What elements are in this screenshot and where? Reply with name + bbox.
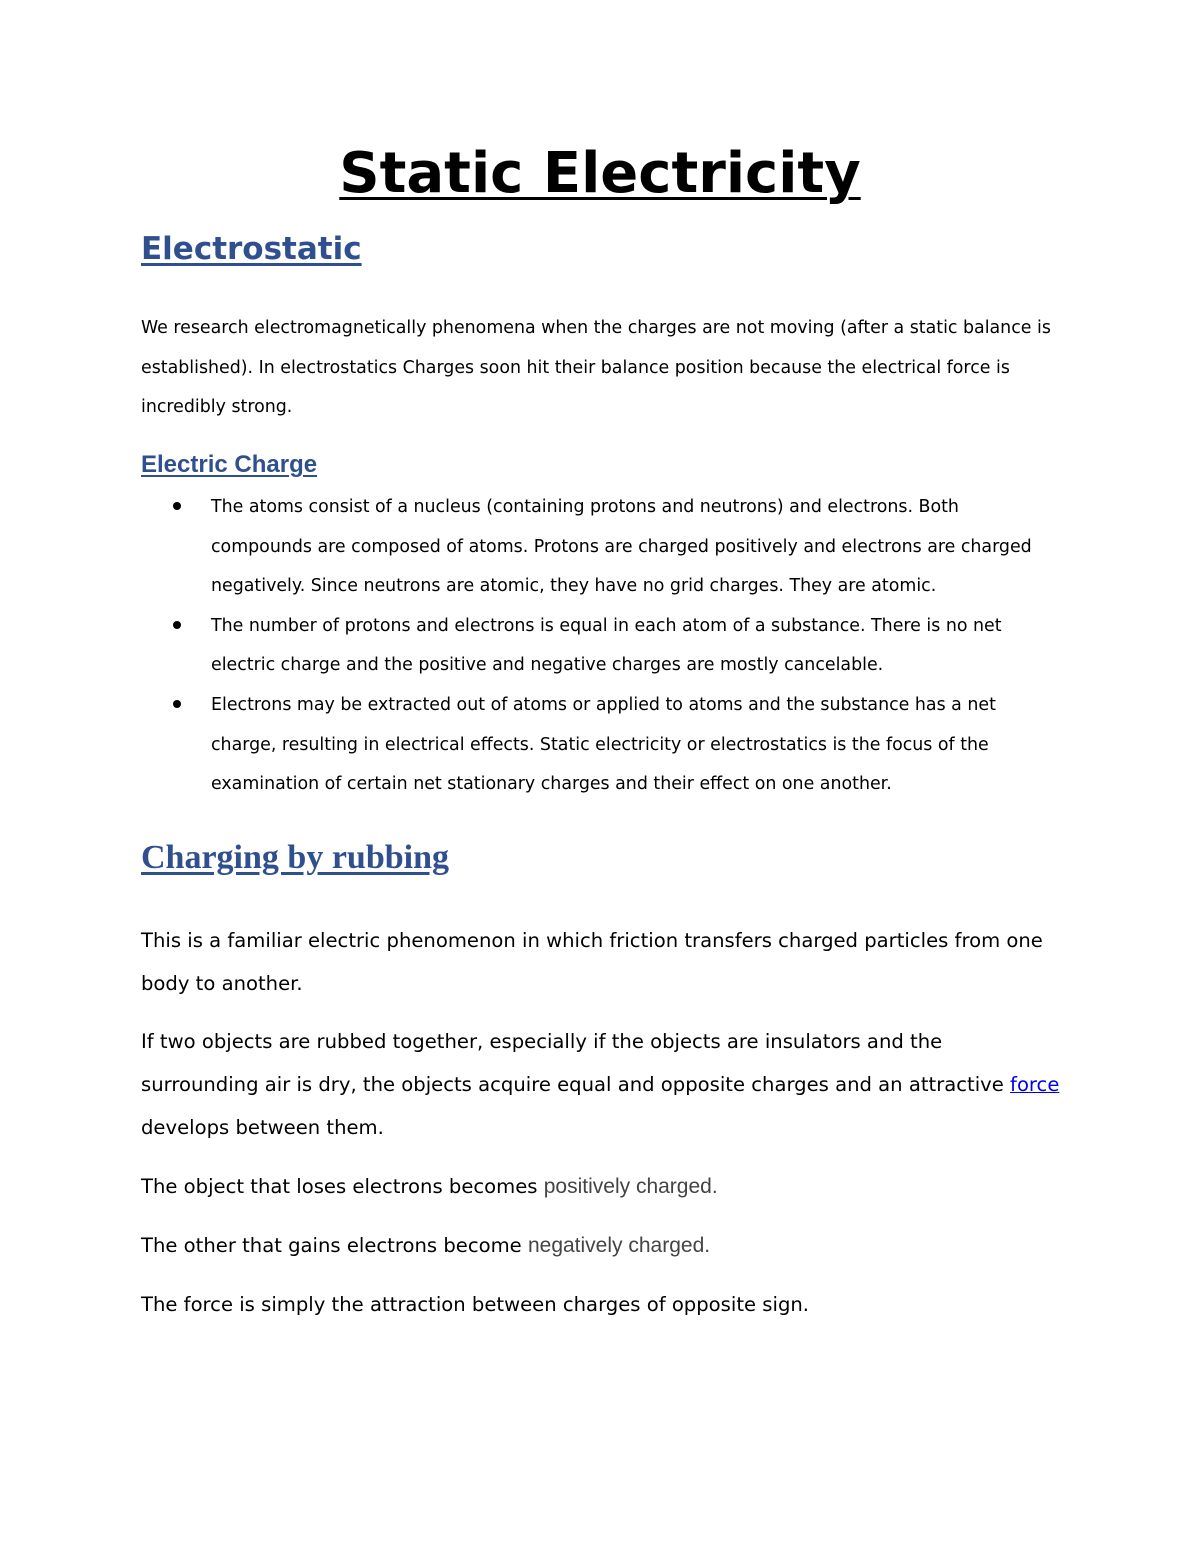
list-item <box>141 686 1041 805</box>
paragraph-negative-charge <box>141 1224 1061 1267</box>
bullet-icon <box>173 621 181 629</box>
negatively-charged-text: negatively charged. <box>527 1234 711 1257</box>
page-title-text: Static Electricity <box>339 141 861 206</box>
list-item <box>141 488 1041 607</box>
paragraph-positive-charge <box>141 1165 1061 1208</box>
list-item <box>141 607 1041 686</box>
heading-charging-by-rubbing: Charging by rubbing <box>141 839 449 876</box>
text-segment: develops between them. <box>141 1116 384 1139</box>
text-segment: The object that loses electrons becomes <box>141 1175 544 1198</box>
paragraph-force-attraction: The force is simply the attraction between charges of opposite sign. <box>141 1293 810 1316</box>
text-segment: The other that gains electrons become <box>141 1234 528 1257</box>
positively-charged-text: positively charged. <box>543 1175 718 1198</box>
bullet-icon <box>173 502 181 510</box>
force-link[interactable]: force <box>1010 1073 1060 1096</box>
list-item-text: Electrons may be extracted out of atoms or applied to atoms and the substance has a net charge, resulting in electrical effects. Static electricity or electrostatics is the focus of the examination of certain net stationary charges and their effect on one another. <box>211 694 996 795</box>
paragraph-electrostatic: We research electromagnetically phenomena when the charges are not moving (after a static balance is established). In electrostatics Charges soon hit their balance position because the electrical force is incredibly strong. <box>141 318 1051 418</box>
text-segment: If two objects are rubbed together, especially if the objects are insulators and the surrounding air is dry, the objects acquire equal and opposite charges and an attractive <box>141 1030 1011 1096</box>
list-item-text: The number of protons and electrons is equal in each atom of a substance. There is no net electric charge and the positive and negative charges are mostly cancelable. <box>211 615 1002 676</box>
paragraph-rubbing-objects <box>141 1020 1061 1149</box>
heading-electrostatic: Electrostatic <box>141 231 362 267</box>
electric-charge-list <box>141 488 1041 805</box>
bullet-icon <box>173 700 181 708</box>
page-title <box>0 138 1200 210</box>
heading-electric-charge: Electric Charge <box>141 451 318 478</box>
paragraph-rubbing-intro: This is a familiar electric phenomenon in which friction transfers charged particles from one body to another. <box>141 929 1043 995</box>
list-item-text: The atoms consist of a nucleus (containing protons and neutrons) and electrons. Both compounds are composed of atoms. Protons are charged positively and electrons are charged negatively. Since neutrons are atomic, they have no grid charges. They are atomic. <box>211 497 1032 597</box>
